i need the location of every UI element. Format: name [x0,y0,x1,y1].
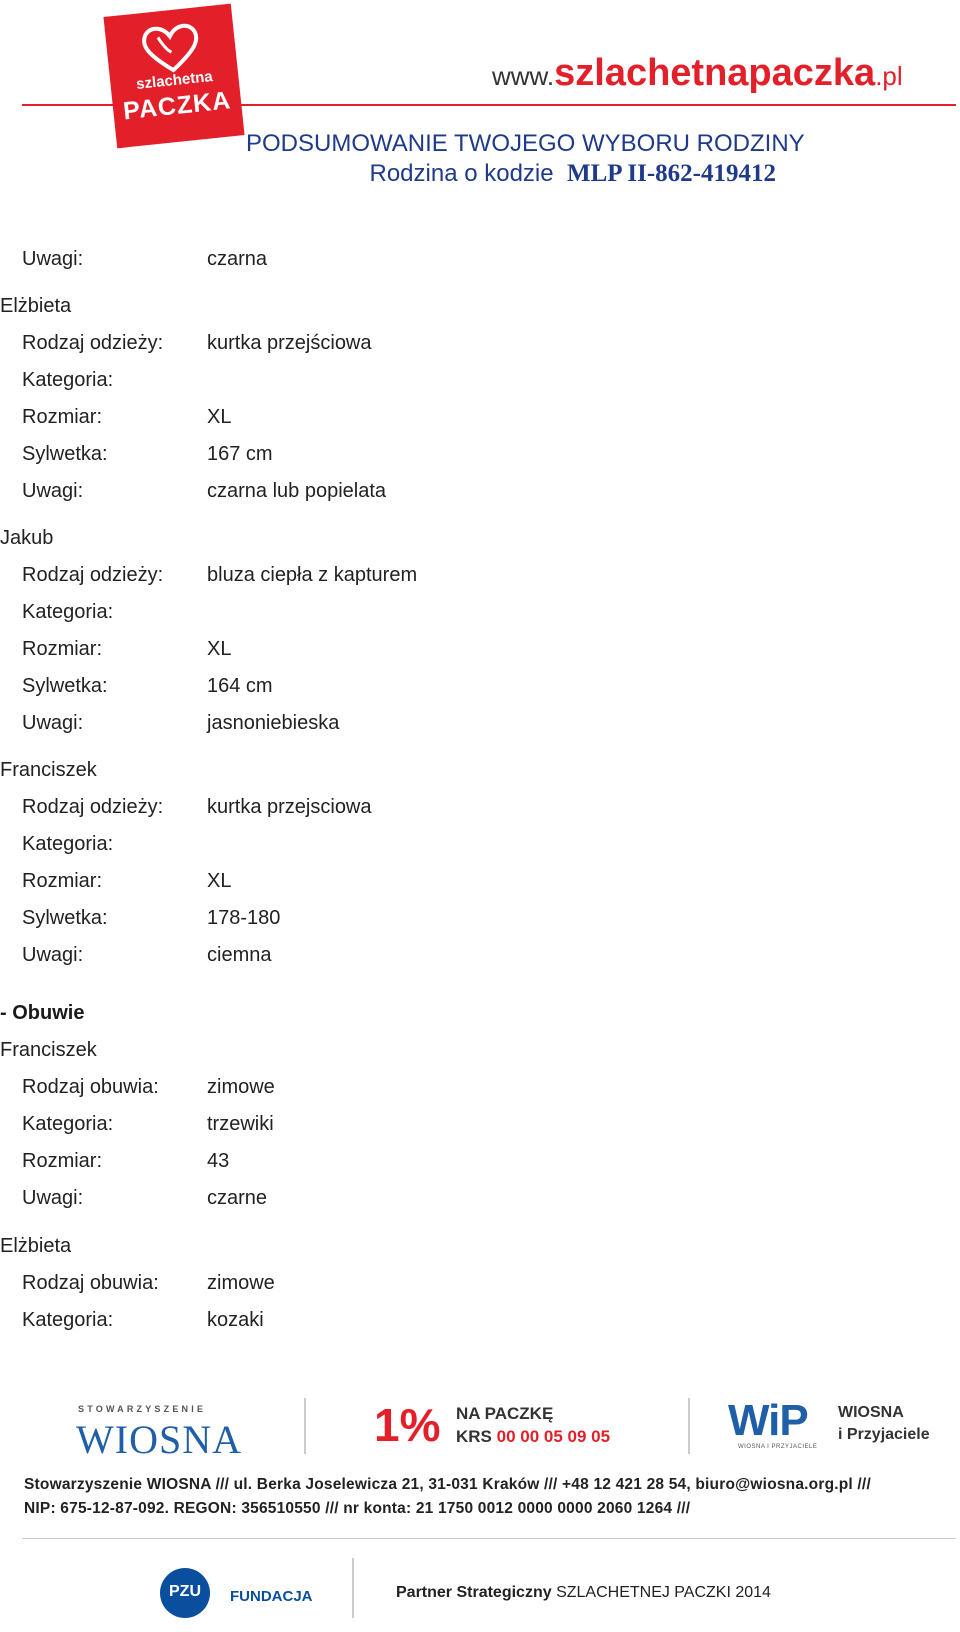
wiosna-small-text: STOWARZYSZENIE [78,1404,207,1414]
row-value: XL [207,406,232,428]
krs-number: 00 00 05 09 05 [496,1427,611,1446]
row-label: Uwagi: [22,1187,84,1209]
partner-line [396,1584,771,1602]
row-value: kozaki [207,1309,264,1331]
row-label: Sylwetka: [22,907,108,929]
fundacja-text: FUNDACJA [230,1588,313,1605]
footer-separator [304,1398,306,1454]
row-value: bluza ciepła z kapturem [207,564,418,586]
url-tld: .pl [875,61,903,91]
row-label: Rozmiar: [22,406,103,428]
row-label: Rodzaj obuwia: [22,1076,159,1098]
partner-prefix: Partner Strategiczny [396,1584,552,1601]
url-host: szlachetnapaczka [554,52,876,94]
header-rule-right [232,104,956,106]
partner-name: SZLACHETNEJ PACZKI 2014 [556,1584,771,1601]
person-name: Franciszek [0,759,97,781]
krs-line [456,1427,610,1447]
row-value: jasnoniebieska [207,712,340,734]
row-value: 167 cm [207,443,273,465]
row-value: czarna [207,248,268,270]
row-label: Rodzaj odzieży: [22,332,164,354]
person-name: Elżbieta [0,295,72,317]
pzu-logo [160,1568,210,1618]
szlachetna-paczka-logo [103,4,244,149]
family-label: Rodzina o kodzie [369,160,554,187]
row-value: kurtka przejściowa [207,332,372,354]
section-title-shoes: - Obuwie [0,1002,85,1024]
wiosna-logo [76,1404,246,1464]
row-label: Kategoria: [22,1113,114,1135]
row-label: Uwagi: [22,712,84,734]
row-value: 43 [207,1150,230,1172]
summary-title: PODSUMOWANIE TWOJEGO WYBORU RODZINY [246,130,805,157]
logo-line2: PACZKA [121,86,233,126]
wiosna-big-text: WIOSNA [76,1417,242,1462]
row-value: ciemna [207,944,272,966]
person-name: Elżbieta [0,1235,72,1257]
wip-title2: i Przyjaciele [838,1426,930,1443]
row-label: Kategoria: [22,369,114,391]
family-code-line [246,160,776,188]
krs-label: KRS [456,1427,492,1446]
row-label: Uwagi: [22,944,84,966]
footer-address-line2: NIP: 675-12-87-092. REGON: 356510550 /// nr konta: 21 1750 0012 0000 0000 2060 1264 /// [24,1500,691,1517]
row-value: zimowe [207,1272,275,1294]
row-label: Rodzaj odzieży: [22,564,164,586]
row-value: 178-180 [207,907,281,929]
wip-title1: WIOSNA [838,1404,904,1421]
footer-address-line1: Stowarzyszenie WIOSNA /// ul. Berka Joselewicza 21, 31-031 Kraków /// +48 12 421 28 54, biuro@wiosna.org.pl /// [24,1476,871,1493]
row-label: Sylwetka: [22,675,108,697]
row-label: Uwagi: [22,248,84,270]
row-label: Rodzaj obuwia: [22,1272,159,1294]
footer-separator [352,1558,354,1618]
row-label: Uwagi: [22,480,84,502]
wip-logo [728,1396,958,1458]
row-value: XL [207,638,232,660]
person-name: Jakub [0,527,54,549]
row-value: XL [207,870,232,892]
logo-line1: szlachetna [135,68,214,93]
row-label: Rozmiar: [22,870,103,892]
footer-divider [22,1538,956,1539]
url-prefix: www. [492,61,555,91]
footer-separator [688,1398,690,1454]
row-label: Kategoria: [22,1309,114,1331]
row-value: czarne [207,1187,268,1209]
person-name: Franciszek [0,1039,97,1061]
row-label: Rozmiar: [22,1150,103,1172]
row-value: 164 cm [207,675,273,697]
na-paczke-text: NA PACZKĘ [456,1404,554,1423]
row-label: Kategoria: [22,601,114,623]
row-label: Kategoria: [22,833,114,855]
row-value: trzewiki [207,1113,274,1135]
row-value: zimowe [207,1076,275,1098]
row-value: kurtka przejsciowa [207,796,372,818]
one-percent-banner [374,1398,634,1454]
family-code: MLP II-862-419412 [566,160,776,187]
header-rule-left [22,104,122,106]
row-label: Rozmiar: [22,638,103,660]
one-percent-text: 1% [374,1399,441,1451]
row-label: Sylwetka: [22,443,108,465]
wip-logo-text: WiP [728,1396,808,1445]
row-label: Rodzaj odzieży: [22,796,164,818]
row-value: czarna lub popielata [207,480,387,502]
pzu-logo-text: PZU [169,1583,201,1600]
wip-logo-small: WIOSNA I PRZYJACIELE [738,1444,818,1450]
site-url[interactable] [492,52,903,95]
